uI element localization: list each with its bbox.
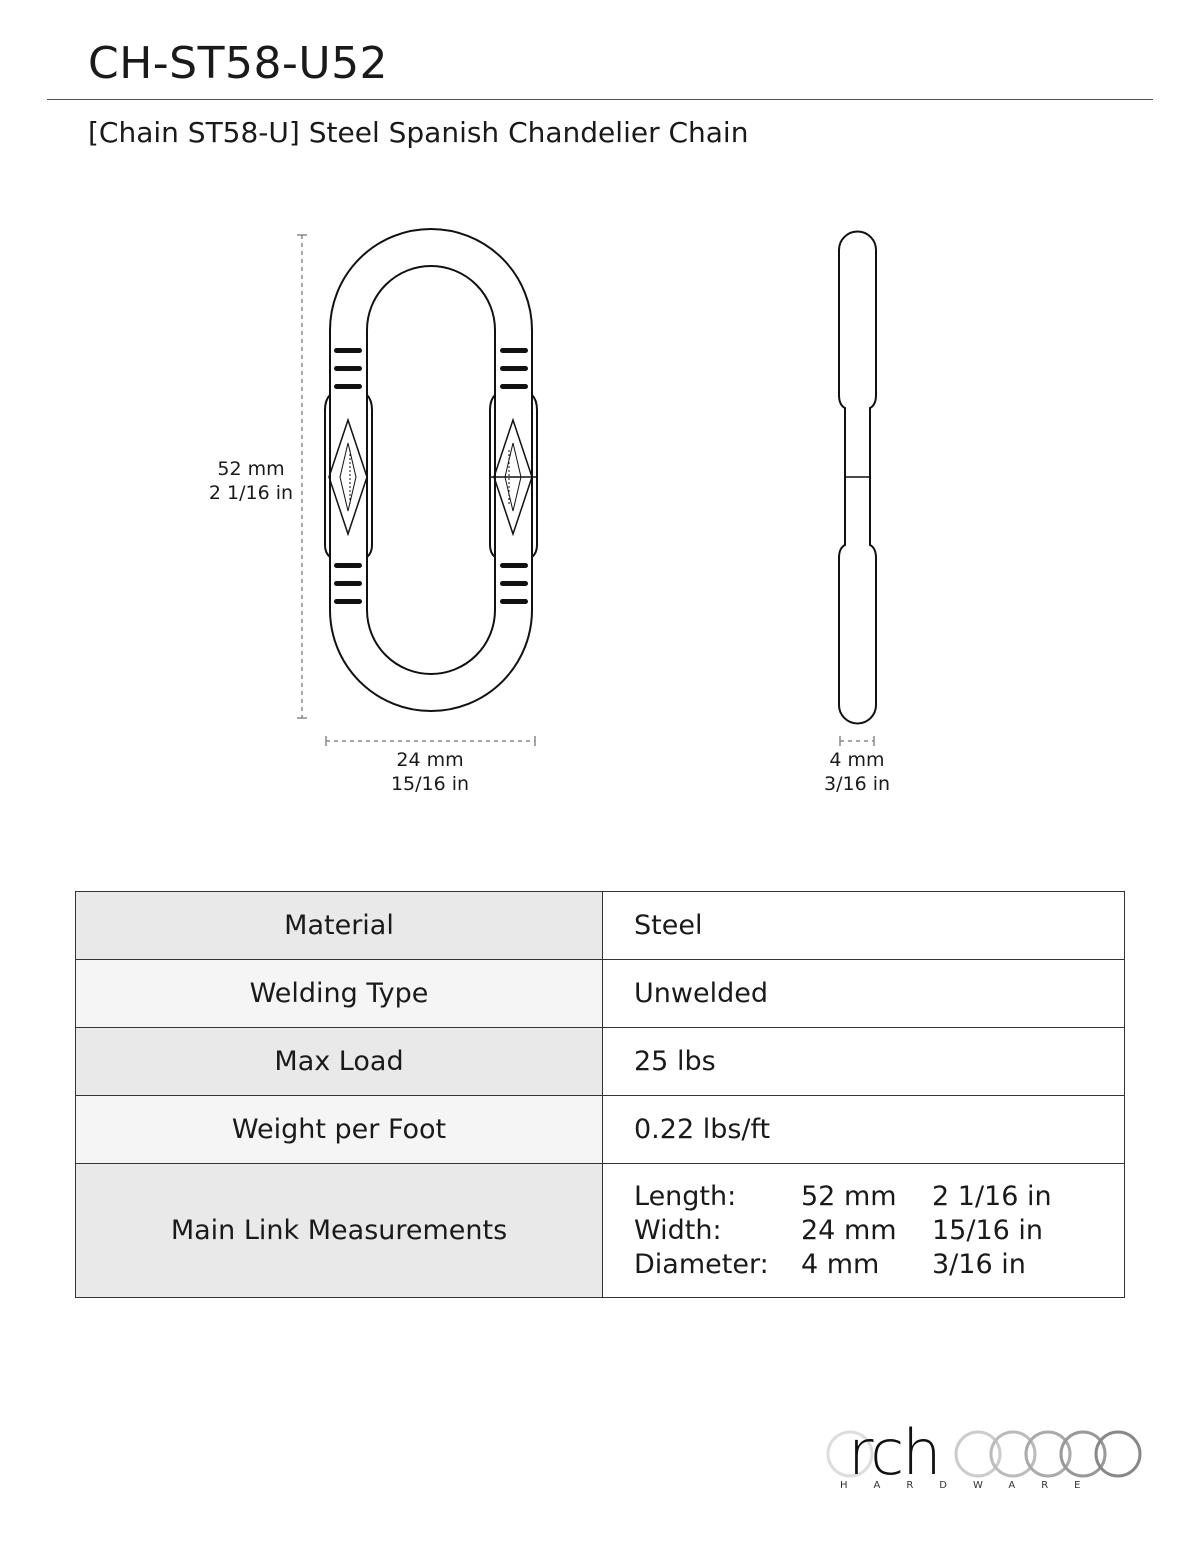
- width-in: 15/16 in: [390, 773, 470, 795]
- logo-subtitle: HARDWARE: [840, 1480, 1107, 1491]
- table-row: [76, 1028, 1125, 1096]
- title-divider: [47, 99, 1153, 100]
- spec-label: Welding Type: [76, 960, 603, 1028]
- width-dimension-line: [326, 736, 535, 746]
- link-front-inner: [367, 266, 495, 674]
- spec-label: Weight per Foot: [76, 1096, 603, 1164]
- table-row: [76, 960, 1125, 1028]
- length-mm: 52 mm: [217, 458, 285, 480]
- page-subtitle: [Chain ST58-U] Steel Spanish Chandelier Chain: [88, 116, 749, 149]
- spec-value: Unwelded: [603, 960, 1125, 1028]
- link-front-outer: [330, 229, 532, 711]
- table-row: [76, 1096, 1125, 1164]
- measurement-line: Width: 24 mm 15/16 in: [634, 1214, 1044, 1246]
- spec-value: 25 lbs: [603, 1028, 1125, 1096]
- measurements-cell: [603, 1164, 1125, 1298]
- spec-value: 0.22 lbs/ft: [603, 1096, 1125, 1164]
- chain-link-drawing: [0, 180, 1200, 820]
- table-row: [76, 892, 1125, 960]
- measurement-line: Length: 52 mm 2 1/16 in: [634, 1180, 1052, 1212]
- diameter-label: [807, 748, 907, 796]
- diameter-in: 3/16 in: [823, 773, 891, 795]
- length-label: [196, 457, 306, 505]
- length-in: 2 1/16 in: [208, 482, 294, 504]
- width-label: [370, 748, 490, 796]
- brand-logo: [818, 1416, 1158, 1496]
- right-band-detail: [490, 395, 537, 557]
- spec-value: Steel: [603, 892, 1125, 960]
- measurement-line: Diameter: 4 mm 3/16 in: [634, 1248, 1026, 1280]
- diameter-dimension-line: [840, 736, 874, 746]
- logo-wordmark: rch: [848, 1416, 940, 1489]
- table-row: [76, 1164, 1125, 1298]
- link-grooves: [334, 348, 528, 604]
- diameter-mm: 4 mm: [829, 749, 885, 771]
- spec-label: Max Load: [76, 1028, 603, 1096]
- left-band-detail: [325, 395, 372, 557]
- spec-label: Main Link Measurements: [76, 1164, 603, 1298]
- page-title: CH-ST58-U52: [88, 38, 389, 89]
- width-mm: 24 mm: [396, 749, 464, 771]
- specs-table: [75, 891, 1125, 1298]
- spec-label: Material: [76, 892, 603, 960]
